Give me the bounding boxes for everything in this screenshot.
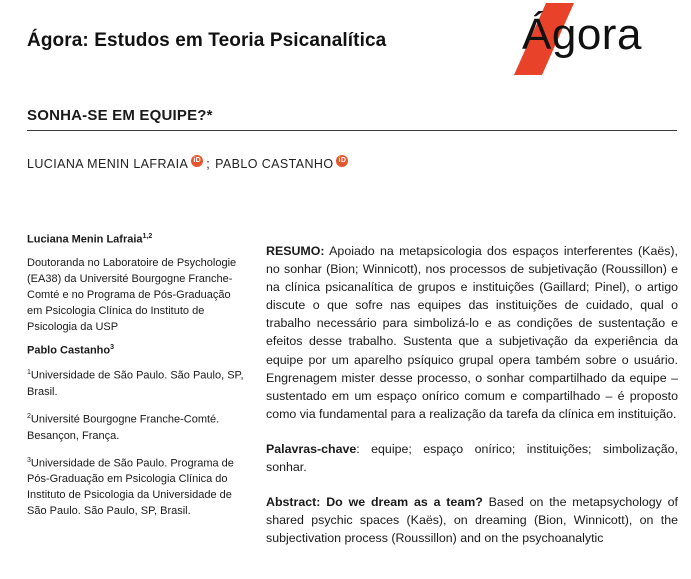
affiliation: $^3$Universidade de São Paulo. Programa de Pós-Graduação em Psicologia Clínica do Instituto de Psicologia da Universidade de São Paulo. São Paulo, SP, Brasil. [27,456,234,518]
affiliation: $^1$Universidade de São Paulo. São Paulo, SP, Brasil. [27,369,244,398]
journal-logo [512,0,672,80]
keywords-paragraph [266,440,678,476]
sidebar-author-name: Luciana Menin Lafraia$^{1,2}$ [27,233,153,246]
author-name[interactable]: PABLO CASTANHO [215,157,334,171]
abstract-text: Based on the metapsychology of shared psychic spaces (Kaës), on dreaming (Bion, Winnicott), on the subjectivation process (Roussillon) and on the psychoanalytic [266,495,678,546]
sidebar-author-bio: Doutoranda no Laboratoire de Psychologie (EA38) da Université Bourgogne Franche-Comté e no Programa de Pós-Graduação em Psicologia Clínica do Instituto de Psicologia da USP [27,256,237,333]
journal-title: Ágora: Estudos em Teoria Psicanalítica [27,30,387,51]
title-divider [27,130,677,131]
resumo-text: Apoiado na metapsicologia dos espaços interferentes (Kaës), no sonhar (Bion; Winnicott), nos processos de subjetivação (Roussillon) e na clínica psicanalítica de grupos e instituições (Gaillard; Pinel), o artigo discute o que sofre nas equipes das instituições de cuidado, qual o trabalho necessário para simbolizá-lo e as condições de sustentação e efeitos desse trabalho. Sustenta que a subjetivação da experiência da equipe por um aparelho psíquico grupal opera também sobre o usuário. Engrenagem mister desse processo, o sonhar compartilhado da equipe – sustentado em um espaço onírico comum e compartilhado – é proposto como via fundamental para a realização da tarefa da clínica em instituição. [266,244,678,421]
author-info-sidebar [27,233,245,528]
affiliation: $^2$Université Bourgogne Franche-Comté. Besançon, França. [27,412,220,442]
article-title: SONHA-SE EM EQUIPE?* [27,107,213,124]
resumo-paragraph [266,242,678,423]
main-content [266,242,678,564]
orcid-icon[interactable]: iD [336,155,348,167]
abstract-label: Abstract: Do we dream as a team? [266,495,483,510]
logo-text: Ágora [522,10,642,59]
keywords-text: : equipe; espaço onírico; instituições; simbolização, sonhar. [266,441,678,475]
author-separator: ; [206,157,211,171]
orcid-icon[interactable]: iD [191,155,203,167]
author-name[interactable]: LUCIANA MENIN LAFRAIA [27,157,189,171]
author-line [27,157,351,171]
abstract-paragraph [266,493,678,547]
sidebar-author-name: Pablo Castanho$^3$ [27,343,115,357]
keywords-label: Palavras-chave [266,441,357,456]
resumo-label: RESUMO: [266,244,325,258]
